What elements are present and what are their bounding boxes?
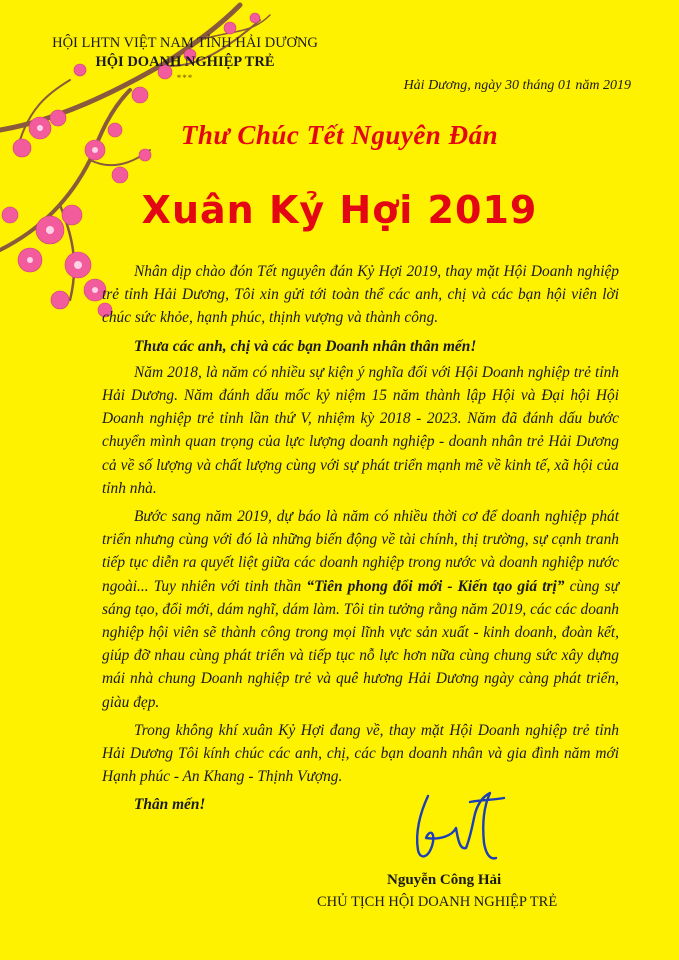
signer-name: Nguyễn Công Hải	[387, 872, 502, 888]
date-line: Hải Dương, ngày 30 tháng 01 năm 2019	[403, 78, 631, 93]
letter-title: Thư Chúc Tết Nguyên Đán	[180, 120, 499, 150]
header-ornament: ***	[176, 73, 194, 83]
paragraph-2019-part1: Bước sang năm 2019, dự báo là năm có nhiều thời cơ để doanh nghiệp phát triển nhưng cùng với đó là những biến động về tài chính, thị trường, sự cạnh tranh tiếp tục diễn ra quyết liệt giữa các doanh nghiệp trong nước và doanh nghiệp nước ngoài... Tuy nhiên với tinh thần	[102, 508, 619, 595]
letter-subtitle: Xuân Kỷ Hợi 2019	[141, 188, 538, 232]
letter-body	[102, 260, 619, 820]
organization-line-1: HỘI LHTN VIỆT NAM TỈNH HẢI DƯƠNG	[52, 35, 318, 51]
paragraph-opening: Nhân dịp chào đón Tết nguyên đán Kỷ Hợi 2019, thay mặt Hội Doanh nghiệp trẻ tỉnh Hải Dương, Tôi xin gửi tới toàn thể các anh, chị và các bạn hội viên lời chúc sức khỏe, hạnh phúc, thịnh vượng và thành công.	[102, 263, 619, 327]
paragraph-2019	[102, 505, 619, 714]
signature-icon	[400, 788, 510, 868]
signer-title: CHỦ TỊCH HỘI DOANH NGHIỆP TRẺ	[317, 894, 558, 910]
closing-line: Thân mến!	[134, 796, 206, 814]
greeting-line: Thưa các anh, chị và các bạn Doanh nhân thân mến!	[134, 337, 477, 355]
paragraph-2018: Năm 2018, là năm có nhiều sự kiện ý nghĩa đối với Hội Doanh nghiệp trẻ tỉnh Hải Dương. Năm đánh dấu mốc kỷ niệm 15 năm thành lập Hội và Đại hội Hội Doanh nghiệp trẻ tỉnh lần thứ V, nhiệm kỳ 2018 - 2023. Năm đã đánh dấu bước chuyển mình quan trọng của lực lượng doanh nghiệp - doanh nhân trẻ Hải Dương cả về số lượng và chất lượng cùng với sự phát triển mạnh mẽ về kinh tế, xã hội của tỉnh nhà.	[102, 363, 619, 497]
organization-line-2: HỘI DOANH NGHIỆP TRẺ	[95, 54, 275, 70]
paragraph-2019-part2: cùng sự sáng tạo, đổi mới, dám nghĩ, dám làm. Tôi tin tưởng rằng năm 2019, các các doanh nghiệp hội viên sẽ thành công trong mọi lĩnh vực sản xuất - kinh doanh, đoàn kết, giúp đỡ nhau cùng phát triển và tiếp tục nỗ lực hơn nữa cùng chung sức xây dựng mái nhà chung Doanh nghiệp trẻ và quê hương Hải Dương ngày càng phát triển, giàu đẹp.	[102, 577, 619, 711]
paragraph-wishes: Trong không khí xuân Kỷ Hợi đang về, thay mặt Hội Doanh nghiệp trẻ tỉnh Hải Dương Tôi kính chúc các anh, chị, các bạn doanh nhân và gia đình năm mới Hạnh phúc - An Khang - Thịnh Vượng.	[102, 721, 619, 786]
slogan: “Tiên phong đổi mới - Kiến tạo giá trị”	[306, 577, 565, 595]
